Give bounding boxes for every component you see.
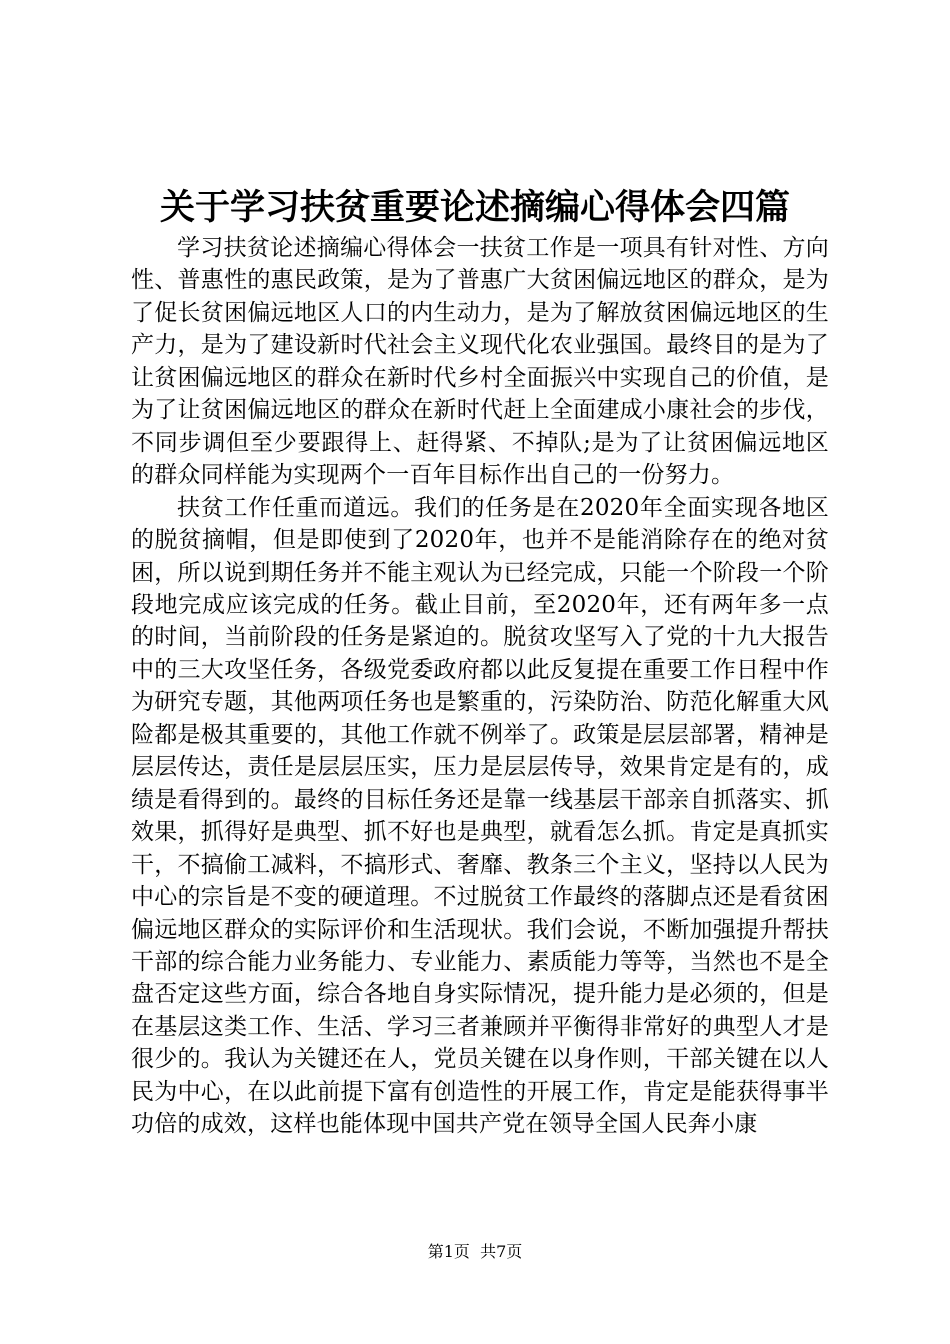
- page-number: 第1页: [427, 1242, 470, 1261]
- document-body: [131, 232, 829, 1141]
- page-total: 共7页: [480, 1242, 523, 1261]
- page-footer: [0, 1242, 950, 1262]
- paragraph: 扶贫工作任重而道远。我们的任务是在2020年全面实现各地区的脱贫摘帽，但是即使到了2020年，也并不是能消除存在的绝对贫困，所以说到期任务并不能主观认为已经完成，只能一个阶段一个阶段地完成应该完成的任务。截止目前，至2020年，还有两年多一点的时间，当前阶段的任务是紧迫的。脱贫攻坚写入了党的十九大报告中的三大攻坚任务，各级党委政府都以此反复提在重要工作日程中作为研究专题，其他两项任务也是繁重的，污染防治、防范化解重大风险都是极其重要的，其他工作就不例举了。政策是层层部署，精神是层层传达，责任是层层压实，压力是层层传导，效果肯定是有的，成绩是看得到的。最终的目标任务还是靠一线基层干部亲自抓落实、抓效果，抓得好是典型、抓不好也是典型，就看怎么抓。肯定是真抓实干，不搞偷工减料，不搞形式、奢靡、教条三个主义，坚持以人民为中心的宗旨是不变的硬道理。不过脱贫工作最终的落脚点还是看贫困偏远地区群众的实际评价和生活现状。我们会说，不断加强提升帮扶干部的综合能力业务能力、专业能力、素质能力等等，当然也不是全盘否定这些方面，综合各地自身实际情况，提升能力是必须的，但是在基层这类工作、生活、学习三者兼顾并平衡得非常好的典型人才是很少的。我认为关键还在人，党员关键在以身作则，干部关键在以人民为中心，在以此前提下富有创造性的开展工作，肯定是能获得事半功倍的成效，这样也能体现中国共产党在领导全国人民奔小康: [131, 494, 829, 1138]
- footer-gap: [470, 1242, 480, 1261]
- document-title: 关于学习扶贫重要论述摘编心得体会四篇: [159, 187, 790, 228]
- paragraph: 学习扶贫论述摘编心得体会一扶贫工作是一项具有针对性、方向性、普惠性的惠民政策，是为了普惠广大贫困偏远地区的群众，是为了促长贫困偏远地区人口的内生动力，是为了解放贫困偏远地区的生产力，是为了建设新时代社会主义现代化农业强国。最终目的是为了让贫困偏远地区的群众在新时代乡村全面振兴中实现自己的价值，是为了让贫困偏远地区的群众在新时代赶上全面建成小康社会的步伐，不同步调但至少要跟得上、赶得紧、不掉队;是为了让贫困偏远地区的群众同样能为实现两个一百年目标作出自己的一份努力。: [131, 235, 829, 489]
